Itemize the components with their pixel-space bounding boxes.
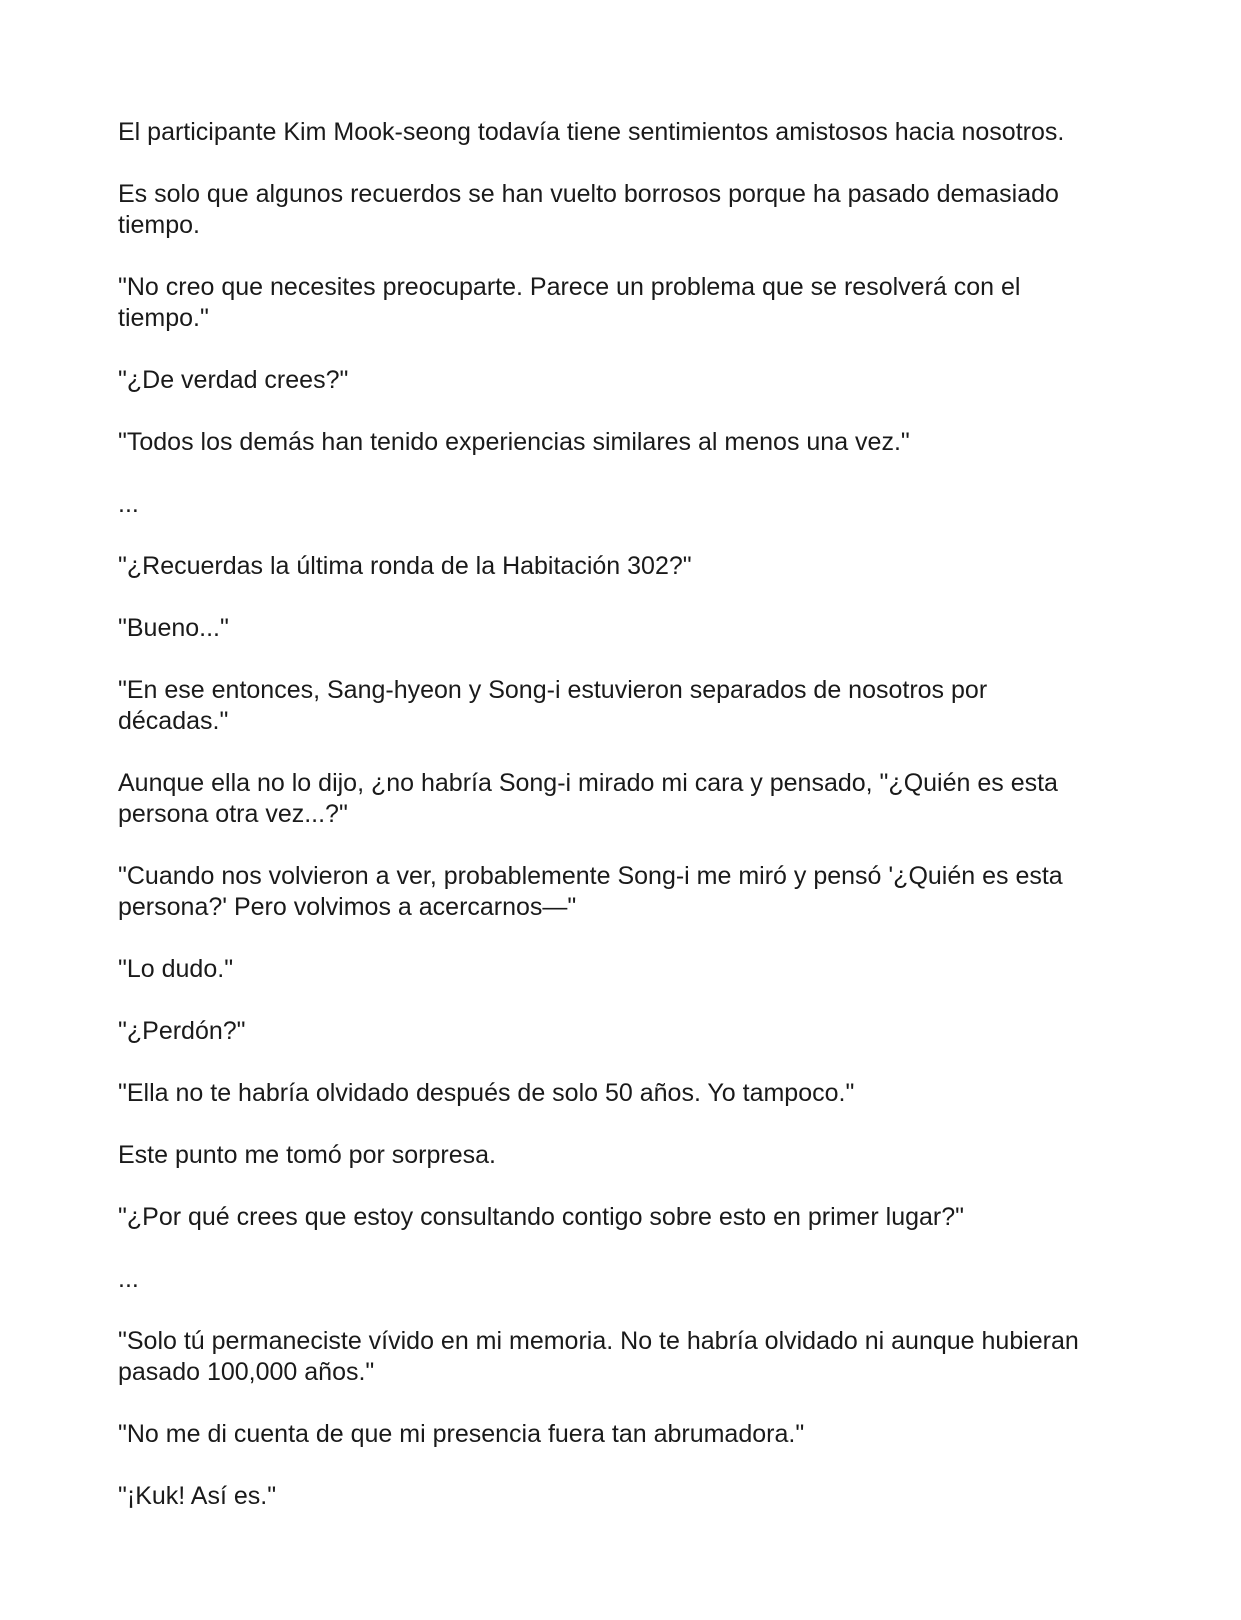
paragraph: "Cuando nos volvieron a ver, probablemente Song-i me miró y pensó '¿Quién es esta persona?' Pero volvimos a acercarnos—" bbox=[118, 862, 1063, 921]
paragraph: "No creo que necesites preocuparte. Parece un problema que se resolverá con el tiempo." bbox=[118, 273, 1021, 332]
paragraph: "Lo dudo." bbox=[118, 955, 234, 983]
paragraph: "Ella no te habría olvidado después de solo 50 años. Yo tampoco." bbox=[118, 1079, 855, 1107]
paragraph: "¿De verdad crees?" bbox=[118, 366, 349, 394]
document-body bbox=[118, 117, 1103, 1543]
paragraph: "No me di cuenta de que mi presencia fuera tan abrumadora." bbox=[118, 1420, 805, 1448]
paragraph: "Bueno..." bbox=[118, 614, 229, 642]
paragraph: "Solo tú permaneciste vívido en mi memoria. No te habría olvidado ni aunque hubieran pasado 100,000 años." bbox=[118, 1327, 1079, 1386]
paragraph: "¡Kuk! Así es." bbox=[118, 1482, 277, 1510]
paragraph: "¿Recuerdas la última ronda de la Habitación 302?" bbox=[118, 552, 692, 580]
paragraph: "En ese entonces, Sang-hyeon y Song-i estuvieron separados de nosotros por décadas." bbox=[118, 676, 988, 735]
paragraph: El participante Kim Mook-seong todavía tiene sentimientos amistosos hacia nosotros. bbox=[118, 118, 1065, 146]
paragraph: Este punto me tomó por sorpresa. bbox=[118, 1141, 496, 1169]
paragraph: "¿Por qué crees que estoy consultando contigo sobre esto en primer lugar?" bbox=[118, 1203, 965, 1231]
paragraph: ... bbox=[118, 1265, 139, 1293]
paragraph: "¿Perdón?" bbox=[118, 1017, 246, 1045]
paragraph: Es solo que algunos recuerdos se han vuelto borrosos porque ha pasado demasiado tiempo. bbox=[118, 180, 1059, 239]
paragraph: "Todos los demás han tenido experiencias similares al menos una vez." bbox=[118, 428, 910, 456]
paragraph: ... bbox=[118, 490, 139, 518]
paragraph: Aunque ella no lo dijo, ¿no habría Song-i mirado mi cara y pensado, "¿Quién es esta persona otra vez...?" bbox=[118, 769, 1058, 828]
